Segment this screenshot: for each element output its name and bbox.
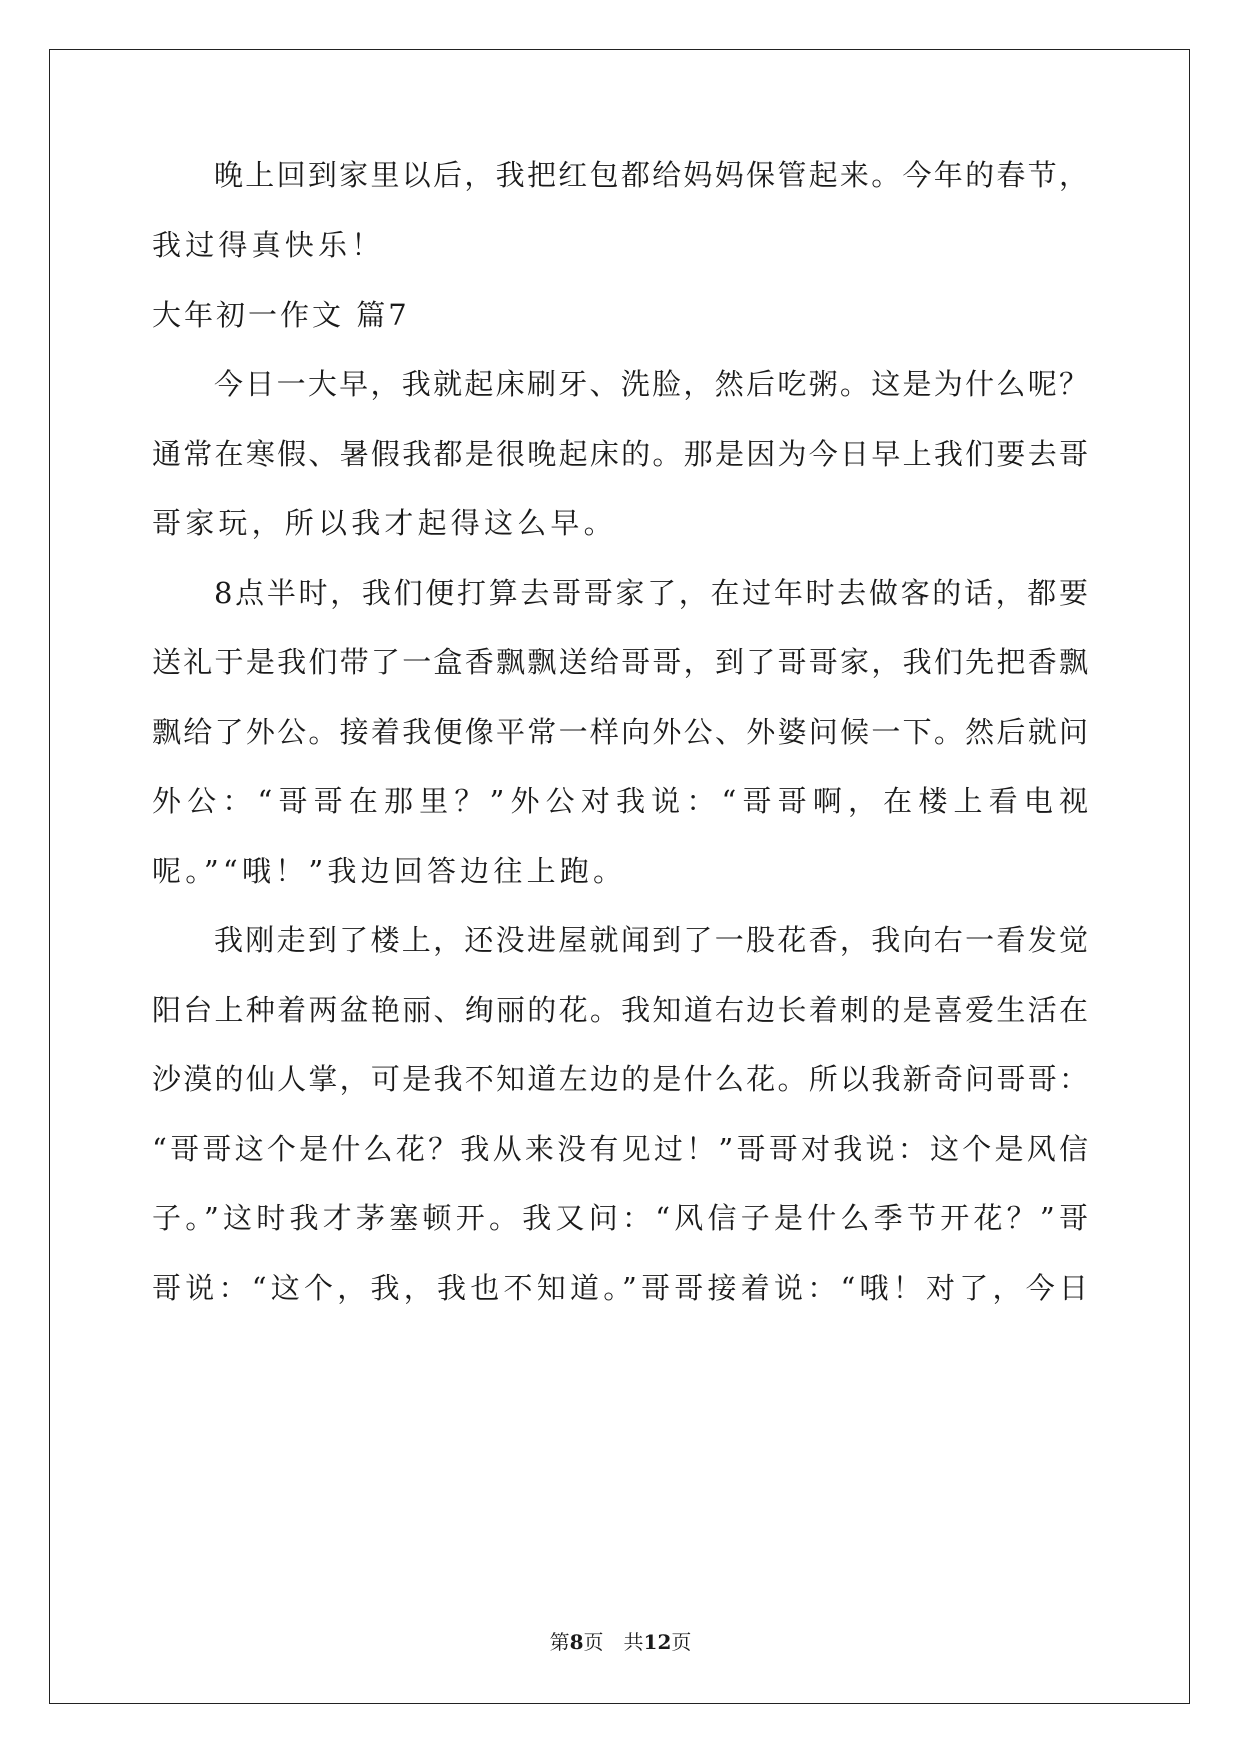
text-line: 外公：“哥哥在那里？”外公对我说：“哥哥啊，在楼上看电视 [152,784,1088,818]
total-page-count: 12 [643,1630,672,1654]
text-line: “哥哥这个是什么花？我从来没有见过！”哥哥对我说：这个是风信 [152,1132,1088,1166]
text-line: 阳台上种着两盆艳丽、绚丽的花。我知道右边长着刺的是喜爱生活在 [152,993,1088,1027]
text-line: 我刚走到了楼上，还没进屋就闻到了一股花香，我向右一看发觉 [214,923,1088,957]
text-line: 我过得真快乐！ [152,228,385,262]
text-line: 哥说：“这个，我，我也不知道。”哥哥接着说：“哦！对了，今日 [152,1271,1088,1305]
text-line: 通常在寒假、暑假我都是很晚起床的。那是因为今日早上我们要去哥 [152,437,1088,471]
text-line: 今日一大早，我就起床刷牙、洗脸，然后吃粥。这是为什么呢？ [214,367,1088,401]
text-line: 晚上回到家里以后，我把红包都给妈妈保管起来。今年的春节， [214,158,1088,192]
text-line: 哥家玩，所以我才起得这么早。 [152,506,617,540]
text-line: 飘给了外公。接着我便像平常一样向外公、外婆问候一下。然后就问 [152,715,1088,749]
footer-suffix: 页 [671,1630,692,1654]
footer-middle: 页 共 [583,1630,644,1654]
section-heading: 大年初一作文 篇7 [152,298,410,332]
text-line: 沙漠的仙人掌，可是我不知道左边的是什么花。所以我新奇问哥哥： [152,1062,1088,1096]
text-line: 呢。”“哦！”我边回答边往上跑。 [152,854,627,888]
footer-prefix: 第 [549,1630,570,1654]
text-line: 8点半时，我们便打算去哥哥家了，在过年时去做客的话，都要 [214,576,1088,610]
page-footer [0,1628,1241,1656]
text-line: 送礼于是我们带了一盒香飘飘送给哥哥，到了哥哥家，我们先把香飘 [152,645,1088,679]
current-page-number: 8 [569,1630,584,1654]
text-line: 子。”这时我才茅塞顿开。我又问：“风信子是什么季节开花？”哥 [152,1201,1088,1235]
